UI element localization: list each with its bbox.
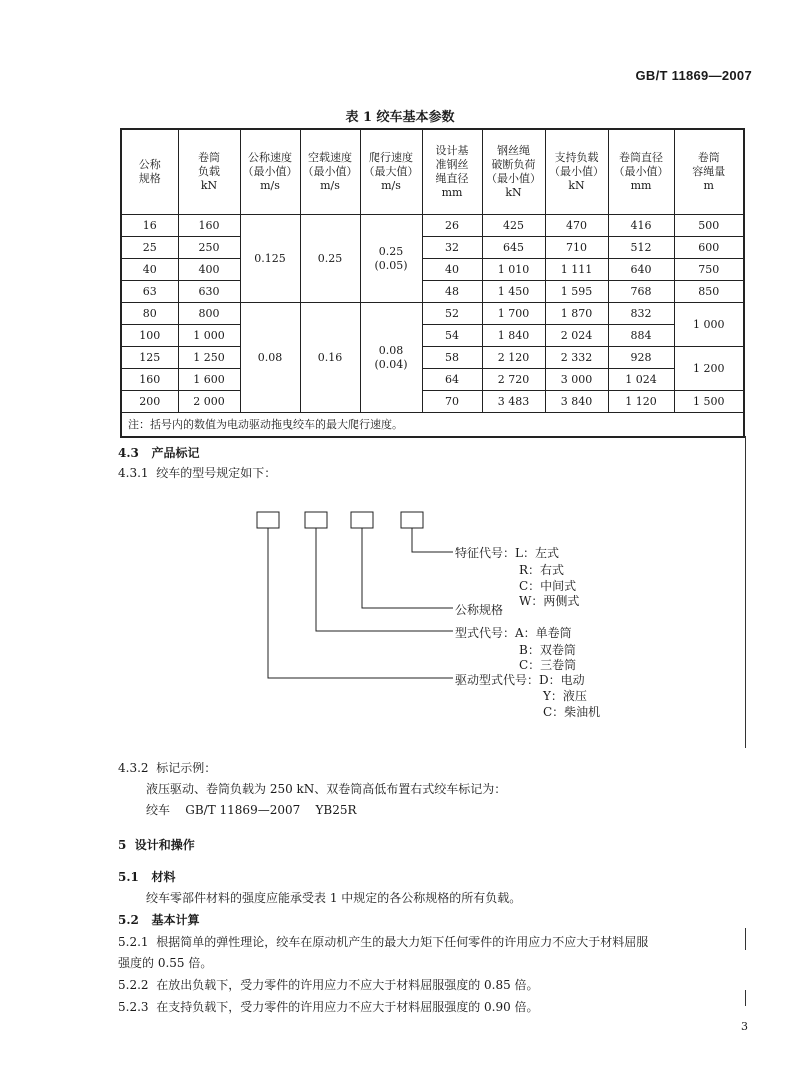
cell: 600	[674, 237, 744, 259]
section-5-2-2: 5.2.2 在放出负载下，受力零件的许用应力不应大于材料屈服强度的 0.85 倍。	[118, 978, 539, 992]
section-4-3-1: 4.3.1 绞车的型号规定如下：	[118, 466, 277, 480]
cell: 48	[422, 281, 482, 303]
cell: 2 332	[545, 347, 608, 369]
table-row	[121, 281, 744, 303]
th-breaking-load: 钢丝绳 破断负荷 （最小值） kN	[482, 129, 545, 215]
margin-rule	[745, 436, 746, 748]
cell: 1 700	[482, 303, 545, 325]
cell: 160	[178, 215, 240, 237]
cell: 0.08 (0.04)	[360, 303, 422, 413]
type-code-b: B：双卷筒	[519, 643, 576, 657]
spec-label: 公称规格	[455, 603, 504, 617]
cell: 2 720	[482, 369, 545, 391]
cell: 70	[422, 391, 482, 413]
cell: 2 120	[482, 347, 545, 369]
cell: 1 450	[482, 281, 545, 303]
th-nominal-speed: 公称速度 （最小值） m/s	[240, 129, 300, 215]
cell: 250	[178, 237, 240, 259]
cell: 1 010	[482, 259, 545, 281]
cell: 63	[121, 281, 178, 303]
table-row	[121, 237, 744, 259]
feature-code-r: R：右式	[519, 563, 565, 577]
cell: 0.08	[240, 303, 300, 413]
th-drum-diameter: 卷筒直径 （最小值） mm	[608, 129, 674, 215]
cell: 125	[121, 347, 178, 369]
table-row	[121, 347, 744, 369]
table-row	[121, 259, 744, 281]
cell: 400	[178, 259, 240, 281]
cell: 80	[121, 303, 178, 325]
page-number: 3	[741, 1020, 748, 1033]
cell: 750	[674, 259, 744, 281]
cell: 1 600	[178, 369, 240, 391]
table-note-row	[121, 413, 744, 438]
spec-code-box	[351, 512, 373, 528]
cell: 64	[422, 369, 482, 391]
cell: 58	[422, 347, 482, 369]
th-holding-load: 支持负载 （最小值） kN	[545, 129, 608, 215]
cell: 40	[121, 259, 178, 281]
cell: 928	[608, 347, 674, 369]
cell: 1 111	[545, 259, 608, 281]
th-load: 卷筒 负载 kN	[178, 129, 240, 215]
section-4-3-2: 4.3.2 标记示例：	[118, 761, 217, 775]
cell: 1 024	[608, 369, 674, 391]
cell: 1 250	[178, 347, 240, 369]
margin-rule-2	[745, 928, 746, 950]
cell: 645	[482, 237, 545, 259]
cell: 768	[608, 281, 674, 303]
th-crawl-speed: 爬行速度 （最大值） m/s	[360, 129, 422, 215]
cell: 0.25	[300, 215, 360, 303]
cell: 1 840	[482, 325, 545, 347]
table-header-row	[121, 129, 744, 215]
cell: 1 200	[674, 347, 744, 391]
feature-code-w: W：两侧式	[519, 594, 580, 608]
margin-rule-3	[745, 990, 746, 1006]
cell: 470	[545, 215, 608, 237]
model-code-diagram	[255, 510, 675, 720]
cell: 3 840	[545, 391, 608, 413]
cell: 200	[121, 391, 178, 413]
type-code-label: 型式代号：A：单卷筒	[455, 626, 572, 640]
cell: 3 000	[545, 369, 608, 391]
drive-code-c: C：柴油机	[543, 705, 601, 719]
cell: 0.25 (0.05)	[360, 215, 422, 303]
drive-code-y: Y：液压	[543, 689, 587, 703]
cell: 32	[422, 237, 482, 259]
table-row	[121, 303, 744, 325]
section-5-1-heading: 5.1 材料	[118, 870, 176, 884]
cell: 2 000	[178, 391, 240, 413]
th-rope-capacity: 卷筒 容绳量 m	[674, 129, 744, 215]
feature-code-c: C：中间式	[519, 579, 577, 593]
cell: 1 120	[608, 391, 674, 413]
th-rope-diameter: 设计基 准钢丝 绳直径 mm	[422, 129, 482, 215]
cell: 850	[674, 281, 744, 303]
cell: 160	[121, 369, 178, 391]
params-table	[120, 128, 745, 438]
cell: 1 000	[178, 325, 240, 347]
cell: 800	[178, 303, 240, 325]
section-5-2-1-cont: 强度的 0.55 倍。	[118, 956, 213, 970]
cell: 710	[545, 237, 608, 259]
cell: 1 500	[674, 391, 744, 413]
type-code-box	[305, 512, 327, 528]
th-spec: 公称 规格	[121, 129, 178, 215]
cell: 425	[482, 215, 545, 237]
example-description: 液压驱动、卷筒负载为 250 kN、双卷筒高低布置右式绞车标记为：	[146, 782, 507, 796]
feature-code-box	[401, 512, 423, 528]
section-5-2-1: 5.2.1 根据简单的弹性理论，绞车在原动机产生的最大力矩下任何零件的许用应力不应大于材料屈服	[118, 935, 649, 949]
cell: 54	[422, 325, 482, 347]
drive-code-box	[257, 512, 279, 528]
table-title: 表 1 绞车基本参数	[345, 110, 455, 125]
cell: 16	[121, 215, 178, 237]
example-marking: 绞车 GB/T 11869—2007 YB25R	[146, 803, 357, 817]
table-row	[121, 325, 744, 347]
cell: 832	[608, 303, 674, 325]
cell: 0.16	[300, 303, 360, 413]
standard-code: GB/T 11869—2007	[635, 68, 752, 83]
table-row	[121, 369, 744, 391]
cell: 26	[422, 215, 482, 237]
table-row	[121, 391, 744, 413]
type-code-c: C：三卷筒	[519, 658, 577, 672]
section-5-heading: 5 设计和操作	[118, 838, 195, 852]
cell: 25	[121, 237, 178, 259]
cell: 1 870	[545, 303, 608, 325]
section-4-3-heading: 4.3 产品标记	[118, 446, 200, 460]
drive-code-label: 驱动型式代号：D：电动	[455, 673, 585, 687]
section-5-2-heading: 5.2 基本计算	[118, 913, 200, 927]
cell: 40	[422, 259, 482, 281]
cell: 100	[121, 325, 178, 347]
cell: 500	[674, 215, 744, 237]
section-5-2-3: 5.2.3 在支持负载下，受力零件的许用应力不应大于材料屈服强度的 0.90 倍。	[118, 1000, 539, 1014]
cell: 1 000	[674, 303, 744, 347]
cell: 884	[608, 325, 674, 347]
cell: 3 483	[482, 391, 545, 413]
section-5-1-text: 绞车零部件材料的强度应能承受表 1 中规定的各公称规格的所有负载。	[146, 891, 522, 905]
table-note: 注：括号内的数值为电动驱动拖曳绞车的最大爬行速度。	[121, 413, 744, 438]
cell: 640	[608, 259, 674, 281]
cell: 1 595	[545, 281, 608, 303]
feature-code-label: 特征代号：L：左式	[455, 546, 559, 560]
cell: 416	[608, 215, 674, 237]
cell: 2 024	[545, 325, 608, 347]
cell: 0.125	[240, 215, 300, 303]
cell: 512	[608, 237, 674, 259]
cell: 52	[422, 303, 482, 325]
table-row	[121, 215, 744, 237]
th-idle-speed: 空载速度 （最小值） m/s	[300, 129, 360, 215]
cell: 630	[178, 281, 240, 303]
